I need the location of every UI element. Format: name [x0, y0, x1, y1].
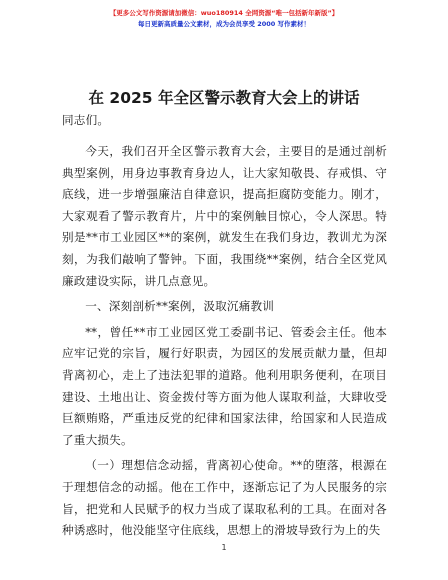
paragraph-case: **，曾任**市工业园区党工委副书记、管委会主任。他本应牢记党的宗旨，履行好职责，为园区的发展贡献力量，但却背离初心，走上了违法犯罪的道路。他利用职务便利，在项目建设、土地出让、资金拨付等方面为他人谋取利益，大肆收受巨额贿赂，严重违反党的纪律和国家法律，给国家和人民造成了重大损失。: [62, 324, 387, 447]
banner-line-1: 【更多公文写作资源请加微信：wuo180914 全网资源“唯一包括新年新版”】: [109, 9, 339, 17]
greeting-block: [62, 110, 387, 132]
paragraph-intro: 今天，我们召开全区警示教育大会，主要目的是通过剖析典型案例，用身边事教育身边人，让大家知敬畏、存戒惧、守底线，进一步增强廉洁自律意识，提高拒腐防变能力。刚才，大家观看了警示教育片，片中的案例触目惊心，令人深思。特别是**市工业园区**的案例，就发生在我们身边，教训尤为深刻，为我们敲响了警钟。下面，我围绕**案例，结合全区党风廉政建设实际，讲几点意见。: [62, 144, 387, 288]
promo-banner: [0, 8, 448, 30]
greeting-text: 同志们。: [62, 113, 110, 127]
banner-line-2: 每日更新高质量公文素材，成为会员享受 2000 写作素材！: [137, 20, 311, 28]
paragraph-subsection-1: （一）理想信念动摇，背离初心使命。**的堕落，根源在于理想信念的动摇。他在工作中，逐渐忘记了为人民服务的宗旨，把党和人民赋予的权力当成了谋取私利的工具。在面对各种诱惑时，他没能坚守住底线，思想上的滑坡导致行为上的失: [62, 458, 387, 538]
document-body: [62, 141, 387, 542]
page-number: 1: [221, 543, 227, 552]
document-title: 在 2025 年全区警示教育大会上的讲话: [88, 89, 360, 107]
section-heading: 一、深刻剖析**案例，汲取沉痛教训: [85, 299, 275, 314]
